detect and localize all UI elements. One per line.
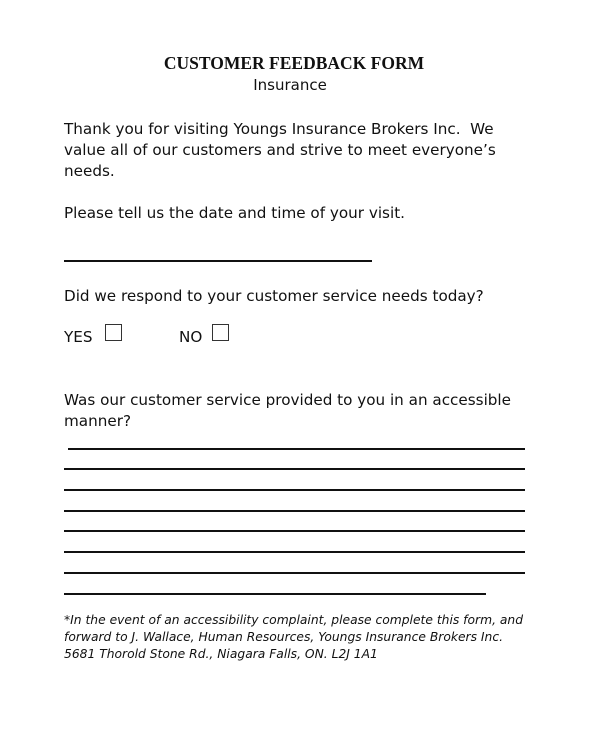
intro-line-2: value all of our customers and strive to meet everyone’s <box>64 141 496 159</box>
yes-label: YES <box>64 328 93 346</box>
question-accessible-line-2: manner? <box>64 412 132 430</box>
question-responded: Did we respond to your customer service needs today? <box>64 287 484 305</box>
yes-checkbox[interactable] <box>105 324 122 341</box>
no-checkbox[interactable] <box>212 324 229 341</box>
accessible-answer-line-5[interactable] <box>64 530 525 532</box>
question-accessible-line-1: Was our customer service provided to you in an accessible <box>64 391 511 409</box>
visit-date-answer-line[interactable] <box>64 260 372 262</box>
intro-line-3: needs. <box>64 162 115 180</box>
accessible-answer-line-3[interactable] <box>64 489 525 491</box>
no-label: NO <box>179 328 203 346</box>
form-title: CUSTOMER FEEDBACK FORM <box>163 53 425 73</box>
accessible-answer-line-8[interactable] <box>64 593 486 595</box>
footnote-line-3: 5681 Thorold Stone Rd., Niagara Falls, ON. L2J 1A1 <box>64 647 378 661</box>
accessible-answer-line-1[interactable] <box>68 448 525 450</box>
accessible-answer-line-2[interactable] <box>64 468 525 470</box>
intro-line-1: Thank you for visiting Youngs Insurance Brokers Inc. We <box>64 120 494 138</box>
question-visit-date: Please tell us the date and time of your visit. <box>64 204 405 222</box>
accessible-answer-line-6[interactable] <box>64 551 525 553</box>
form-subtitle: Insurance <box>253 76 327 94</box>
footnote-line-1: *In the event of an accessibility complaint, please complete this form, and <box>64 613 524 627</box>
accessible-answer-line-4[interactable] <box>64 510 525 512</box>
footnote-line-2: forward to J. Wallace, Human Resources, Youngs Insurance Brokers Inc. <box>64 630 503 644</box>
accessible-answer-line-7[interactable] <box>64 572 525 574</box>
